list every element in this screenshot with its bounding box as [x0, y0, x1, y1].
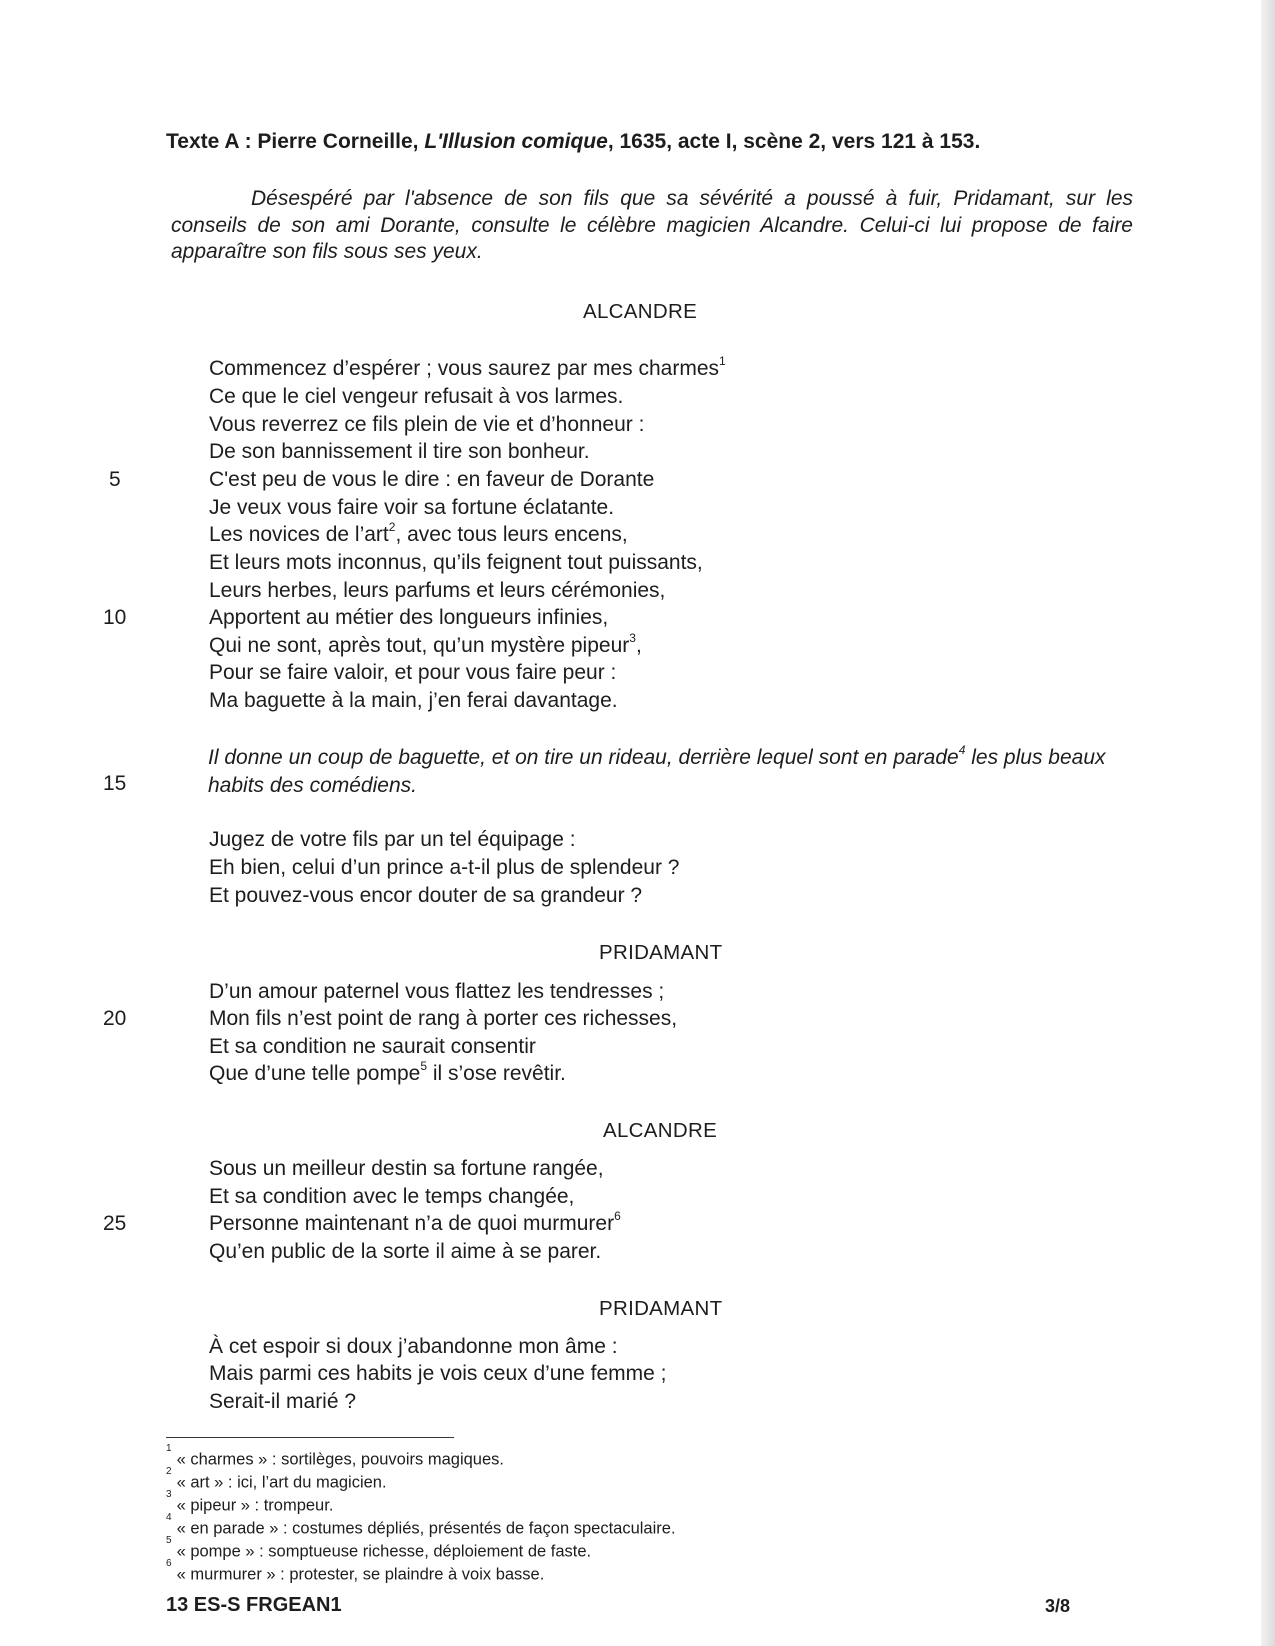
verse-line: Ce que le ciel vengeur refusait à vos larmes.	[209, 385, 624, 408]
verse-line: Leurs herbes, leurs parfums et leurs cérémonies,	[209, 579, 666, 602]
line-number: 15	[103, 772, 127, 795]
verse-line: Apportent au métier des longueurs infinies,	[209, 606, 609, 629]
scan-edge-shadow	[1261, 0, 1275, 1646]
work-title: L'Illusion comique	[424, 130, 608, 153]
footnote-ref: 1	[719, 354, 726, 368]
line-number: 5	[109, 468, 121, 491]
line-number: 20	[103, 1007, 127, 1030]
footnote: $^4$« en parade » : costumes dépliés, présentés de façon spectaculaire.	[166, 1512, 676, 1538]
verse-line: Personne maintenant n’a de quoi murmurer$^6$	[209, 1209, 621, 1235]
verse-line: Mon fils n’est point de rang à porter ces richesses,	[209, 1007, 678, 1030]
speaker-pridamant: PRIDAMANT	[599, 941, 723, 964]
verse-line: Pour se faire valoir, et pour vous faire peur :	[209, 661, 617, 684]
footnote-ref: 4	[958, 743, 966, 757]
verse-line: Que d’une telle pompe$^5$ il s’ose revêtir.	[209, 1059, 566, 1085]
verse-line: Je veux vous faire voir sa fortune éclatante.	[209, 496, 615, 519]
footnote: $^1$« charmes » : sortilèges, pouvoirs magiques.	[166, 1443, 504, 1469]
footnote: $^5$« pompe » : somptueuse richesse, déploiement de faste.	[166, 1535, 592, 1561]
verse-line: D’un amour paternel vous flattez les tendresses ;	[209, 980, 665, 1003]
verse-line: Eh bien, celui d’un prince a-t-il plus de splendeur ?	[209, 856, 680, 879]
line-number: 25	[103, 1212, 127, 1235]
line-number: 10	[103, 606, 127, 629]
page-number: 3/8	[1045, 1596, 1071, 1616]
verse-line: Jugez de votre fils par un tel équipage :	[209, 828, 576, 851]
verse-line: Ma baguette à la main, j’en ferai davantage.	[209, 689, 618, 712]
footnote-ref: 6	[614, 1209, 621, 1223]
intro-paragraph: Désespéré par l'absence de son fils que sa sévérité a poussé à fuir, Pridamant, sur les conseils de son ami Dorante, consulte le célèbre magicien Alcandre. Celui-ci lui propose de faire apparaître son fils sous ses yeux.	[171, 187, 1133, 263]
footnote: $^6$« murmurer » : protester, se plaindre à voix basse.	[166, 1558, 545, 1584]
verse-line: Qui ne sont, après tout, qu’un mystère pipeur$^3$,	[209, 631, 642, 657]
footnote-ref: 3	[629, 631, 636, 645]
verse-line: Et pouvez-vous encor douter de sa grandeur ?	[209, 884, 643, 907]
verse-line: Qu’en public de la sorte il aime à se parer.	[209, 1240, 602, 1263]
verse-line: Sous un meilleur destin sa fortune rangée,	[209, 1157, 604, 1180]
speaker-alcandre: ALCANDRE	[583, 300, 698, 323]
text-title: Texte A : Pierre Corneille, L'Illusion comique, 1635, acte I, scène 2, vers 121 à 153.	[166, 130, 981, 153]
verse-line: Mais parmi ces habits je vois ceux d’une femme ;	[209, 1362, 667, 1385]
verse-line: Et sa condition ne saurait consentir	[209, 1035, 536, 1058]
verse-line: C'est peu de vous le dire : en faveur de Dorante	[209, 468, 655, 491]
verse-line: Commencez d’espérer ; vous saurez par mes charmes$^1$	[209, 354, 726, 380]
verse-line: Les novices de l’art$^2$, avec tous leurs encens,	[209, 520, 628, 546]
stage-direction: Il donne un coup de baguette, et on tire un rideau, derrière lequel sont en parade$^4$ les plus beaux habits des comédiens.	[208, 743, 1106, 797]
verse-line: Et sa condition avec le temps changée,	[209, 1185, 575, 1208]
verse-line: Et leurs mots inconnus, qu’ils feignent tout puissants,	[209, 551, 703, 574]
verse-line: À cet espoir si doux j’abandonne mon âme :	[209, 1335, 618, 1358]
footnote: $^3$« pipeur » : trompeur.	[166, 1489, 334, 1515]
footnote: $^2$« art » : ici, l’art du magicien.	[166, 1466, 387, 1492]
footnote-separator	[166, 1437, 454, 1438]
speaker-alcandre: ALCANDRE	[603, 1119, 718, 1142]
footnote-ref: 2	[388, 520, 396, 534]
verse-line: Serait-il marié ?	[209, 1390, 357, 1413]
verse-line: De son bannissement il tire son bonheur.	[209, 440, 590, 463]
speaker-pridamant: PRIDAMANT	[599, 1297, 723, 1320]
exam-code: 13 ES-S FRGEAN1	[166, 1594, 342, 1616]
footnote-ref: 5	[420, 1059, 427, 1073]
verse-line: Vous reverrez ce fils plein de vie et d’honneur :	[209, 413, 645, 436]
